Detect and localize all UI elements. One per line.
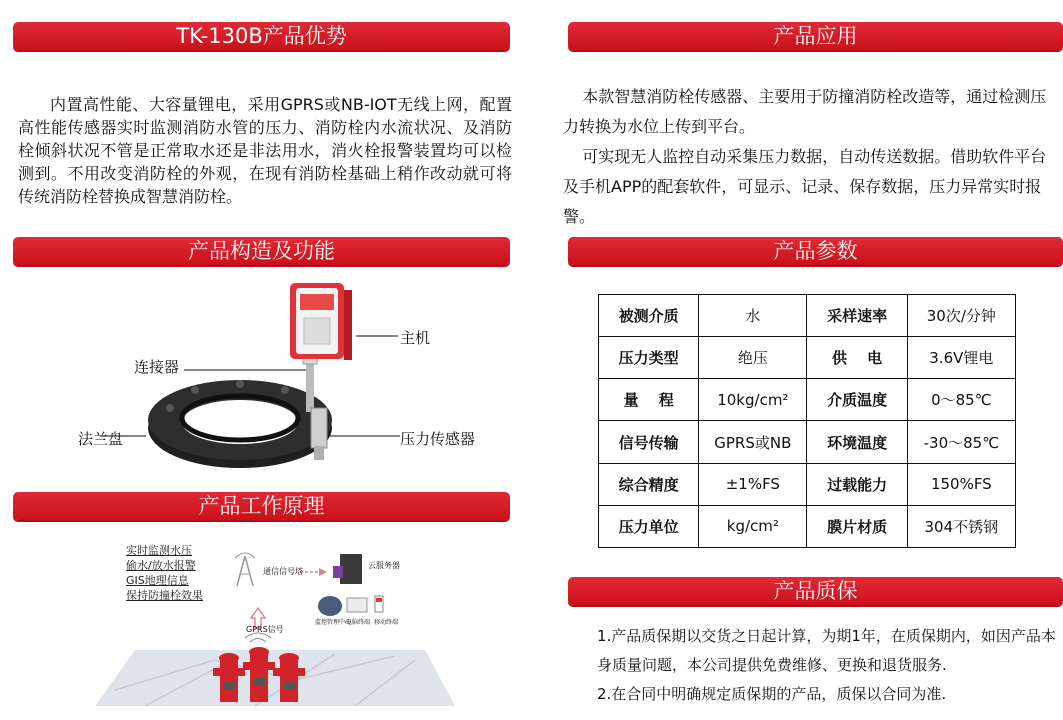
application-title: 产品应用 — [773, 24, 858, 48]
label-connector: 连接器 — [134, 358, 180, 376]
param-key: 综合精度 — [599, 463, 699, 505]
warranty-banner — [568, 577, 1063, 605]
label-tower: 通信信号塔 — [263, 567, 303, 576]
advantage-text: 内置高性能、大容量锂电，采用GPRS或NB-IOT无线上网，配置高性能传感器实时监测消防水管的压力、消防栓内水流状况、及消防栓倾斜状况不管是正常取水还是非法用水，消火栓报警装置均可以检测到。不用改变消防栓的外观，在现有消防栓基础上稍作改动就可将传统消防栓替换成智慧消防栓。 — [18, 95, 512, 206]
table-row — [599, 379, 1016, 421]
table-row — [599, 421, 1016, 463]
param-value: kg/cm² — [699, 505, 807, 547]
param-value: 水 — [699, 295, 807, 337]
principle-title: 产品工作原理 — [198, 494, 325, 518]
param-value: 150%FS — [907, 463, 1015, 505]
label-host: 主机 — [400, 329, 431, 347]
label-pressure-sensor: 压力传感器 — [400, 430, 476, 448]
param-value: GPRS或NB — [699, 421, 807, 463]
application-text-block — [563, 82, 1057, 232]
param-key: 采样速率 — [807, 295, 907, 337]
warranty-item-2: 2.在合同中明确规定质保期的产品，质保以合同为准. — [597, 685, 947, 703]
param-key: 环境温度 — [807, 421, 907, 463]
param-key: 压力类型 — [599, 337, 699, 379]
param-value: 10kg/cm² — [699, 379, 807, 421]
param-key: 膜片材质 — [807, 505, 907, 547]
table-row — [599, 337, 1016, 379]
feature-1: 实时监测水压 — [126, 544, 192, 557]
warranty-title: 产品质保 — [773, 579, 858, 603]
feature-3: GIS地理信息 — [126, 574, 189, 587]
table-row — [599, 505, 1016, 547]
param-key: 量 程 — [599, 379, 699, 421]
param-key: 过载能力 — [807, 463, 907, 505]
param-value: 304不锈钢 — [907, 505, 1015, 547]
label-device-1: 监控管理中心 — [315, 619, 352, 626]
param-key: 供 电 — [807, 337, 907, 379]
label-gprs: GPRS信号 — [246, 625, 284, 634]
param-key: 被测介质 — [599, 295, 699, 337]
advantage-title: TK-130B产品优势 — [176, 24, 347, 48]
params-banner — [568, 237, 1063, 265]
label-device-3: 移动终端 — [374, 619, 399, 626]
param-value: -30～85℃ — [907, 421, 1015, 463]
principle-banner — [13, 492, 510, 520]
warranty-item-1: 1.产品质保期以交货之日起计算，为期1年，在质保期内，如因产品本身质量问题，本公司提供免费维修、更换和退货服务. — [597, 627, 1056, 674]
feature-4: 保持防撞栓效果 — [126, 589, 203, 602]
advantage-text-block — [18, 93, 512, 208]
param-value: 0～85℃ — [907, 379, 1015, 421]
param-key: 压力单位 — [599, 505, 699, 547]
param-value: 3.6V锂电 — [907, 337, 1015, 379]
param-value: ±1%FS — [699, 463, 807, 505]
param-key: 信号传输 — [599, 421, 699, 463]
application-paragraph-1: 本款智慧消防栓传感器、主要用于防撞消防栓改造等，通过检测压力转换为水位上传到平台。 — [563, 87, 1047, 136]
advantage-banner — [13, 22, 510, 50]
label-flange: 法兰盘 — [78, 430, 124, 448]
structure-banner — [13, 237, 510, 265]
structure-title: 产品构造及功能 — [188, 239, 335, 263]
params-table — [598, 294, 1016, 548]
param-key: 介质温度 — [807, 379, 907, 421]
application-banner — [568, 22, 1063, 50]
params-title: 产品参数 — [773, 239, 858, 263]
param-value: 30次/分钟 — [907, 295, 1015, 337]
label-server: 云服务器 — [368, 561, 400, 570]
feature-2: 偷水/放水报警 — [126, 559, 196, 572]
table-row — [599, 295, 1016, 337]
application-paragraph-2: 可实现无人监控自动采集压力数据，自动传送数据。借助软件平台及手机APP的配套软件，可显示、记录、保存数据，压力异常实时报警。 — [563, 147, 1047, 226]
label-device-2: 电脑终端 — [346, 619, 371, 626]
table-row — [599, 463, 1016, 505]
warranty-text-block — [597, 622, 1057, 709]
param-value: 绝压 — [699, 337, 807, 379]
